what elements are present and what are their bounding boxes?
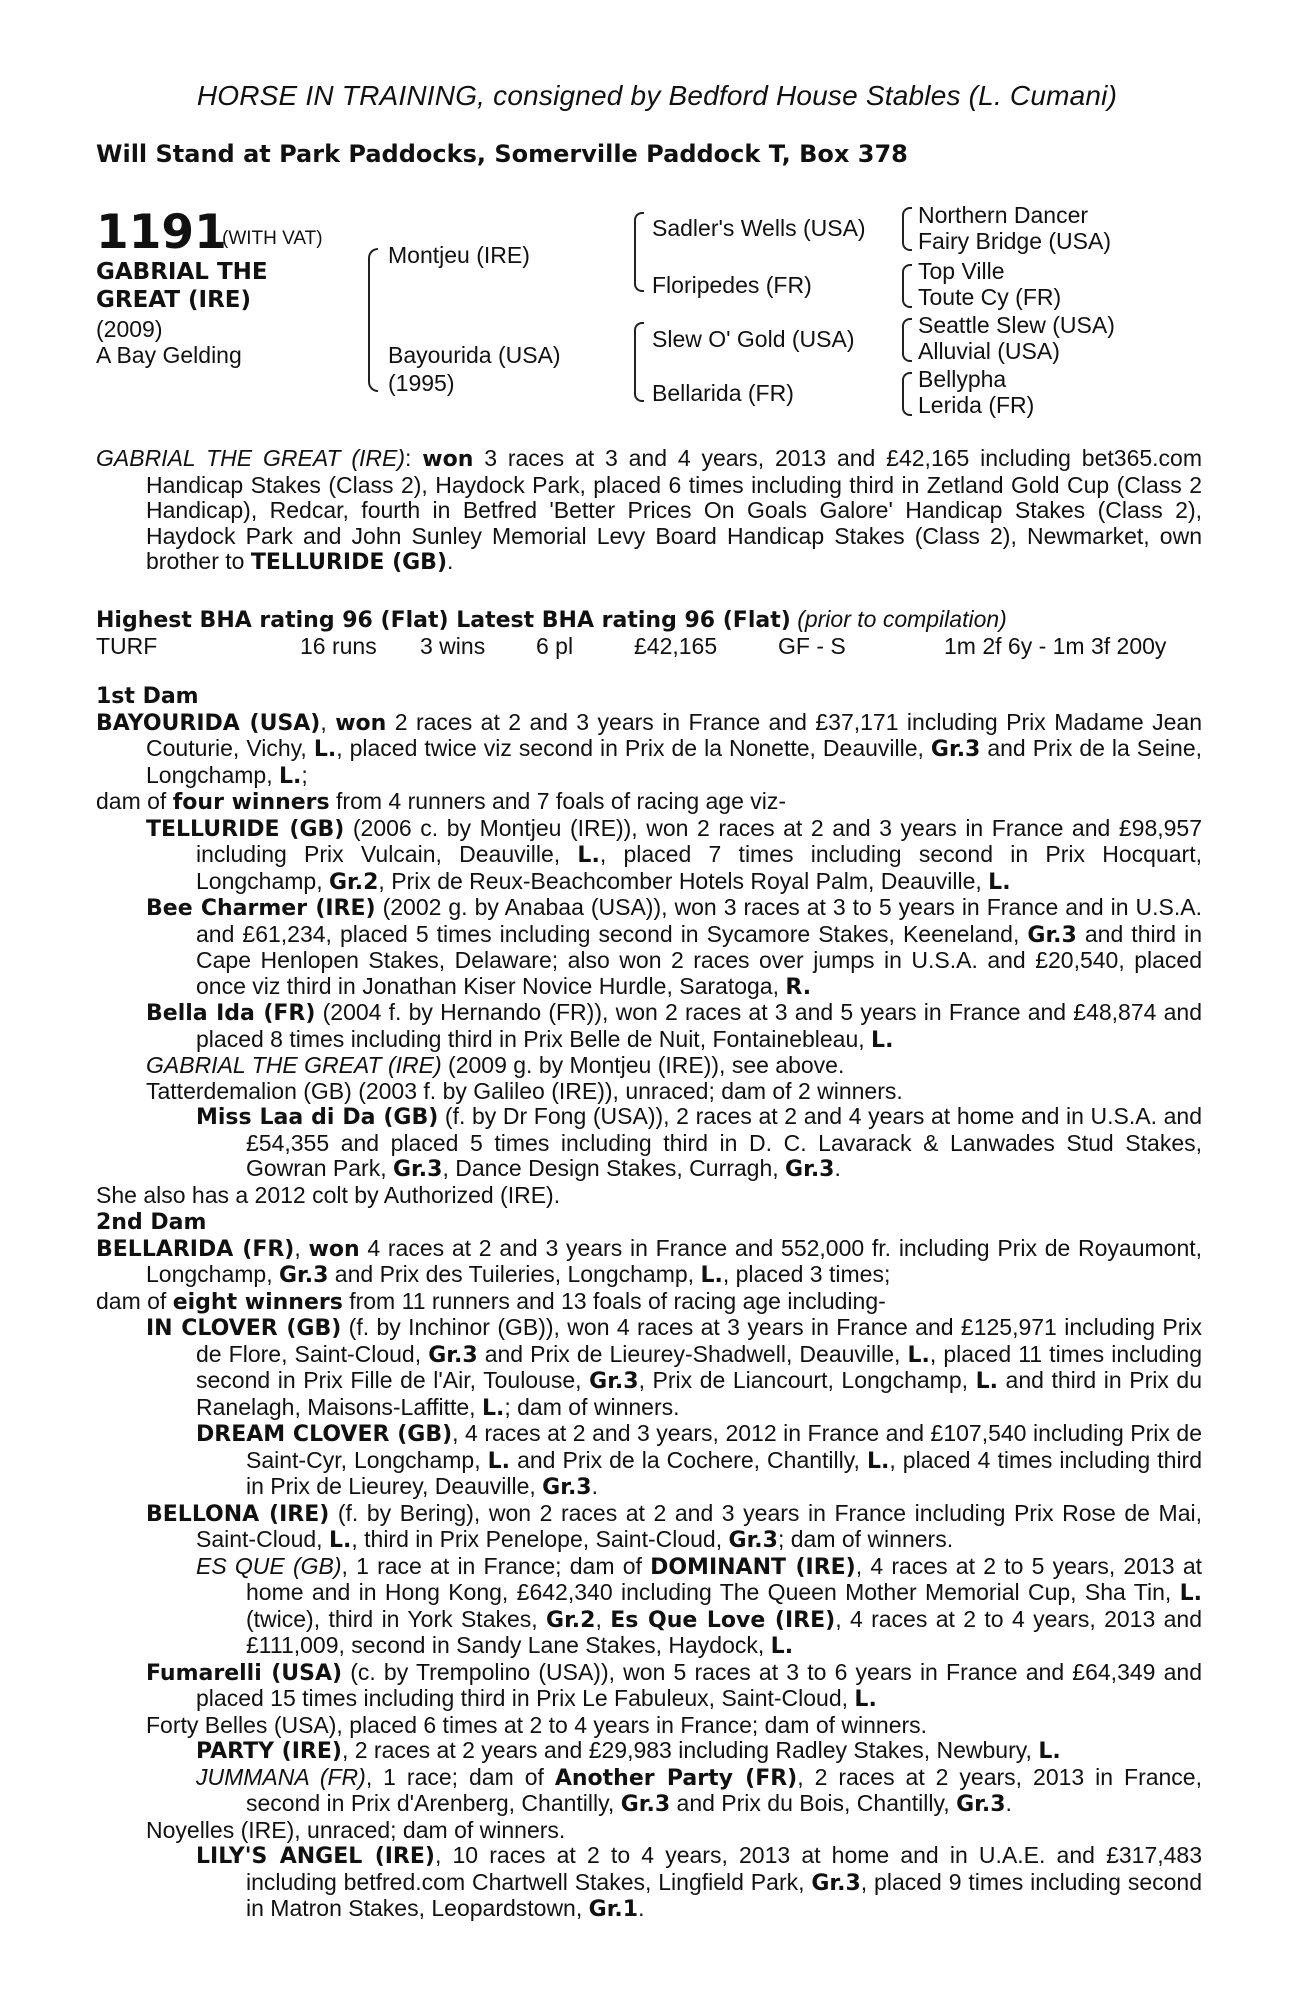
first-dam-text: ; [301, 761, 308, 788]
produce-name: PARTY (IRE) [196, 1739, 342, 1764]
produce-name: Another Party (FR) [554, 1765, 798, 1791]
produce-text: and Prix de la Cochere, Chantilly, [510, 1446, 867, 1473]
produce-intro-text: from 4 runners and 7 foals of racing age viz- [329, 788, 787, 814]
second-dam-record: BELLARIDA (FR), won 4 races at 2 and 3 years in France and 552,000 fr. including Prix de Royaumont, Longchamp, Gr.3 and Prix des Tuileries, Longchamp, L., placed 3 times; [96, 1234, 1203, 1288]
group-mark: Gr.3 [428, 1342, 478, 1368]
produce-noyelles: Noyelles (IRE), unraced; dam of winners. [146, 1816, 566, 1843]
produce-name: Es Que Love (IRE) [610, 1607, 836, 1633]
produce-text: (f. by Inchinor (GB)), won 4 races at 3 years in France and £125,971 including Prix de Flore, Saint-Cloud, [196, 1314, 1202, 1367]
group-mark: Gr.3 [785, 1157, 835, 1182]
produce-bella-ida [96, 1000, 1202, 1053]
horse-name-line2: GREAT (IRE) [96, 287, 252, 313]
winners-count: eight winners [172, 1289, 343, 1315]
produce-text: , placed 9 times including second in Matron Stakes, Leopardstown, [246, 1868, 1202, 1921]
listed-mark: L. [328, 1528, 352, 1553]
produce-tatterdemalion: Tatterdemalion (GB) (2003 f. by Galileo (IRE)), unraced; dam of 2 winners. [146, 1077, 903, 1104]
produce-bee-charmer [96, 895, 1202, 1000]
listed-mark: L. [1179, 1581, 1202, 1606]
listed-mark: L. [700, 1263, 723, 1288]
record-surface: TURF [96, 633, 158, 659]
second-dam-won: won [308, 1236, 360, 1262]
produce-gabrial [96, 1053, 1202, 1079]
listed-mark: L. [770, 1634, 794, 1659]
produce-name: Bee Charmer (IRE) [146, 896, 376, 921]
produce-name: LILY'S ANGEL (IRE) [196, 1844, 435, 1869]
summary-paragraph: GABRIAL THE GREAT (IRE): won 3 races at 3 and 4 years, 2013 and £42,165 including bet365.com Handicap Stakes (Class 2), Haydock Park, placed 6 times including third in Zetland Gold Cup (Class 2 Handicap), Redcar, fourth in Betfred 'Better Prices On Goals Galore' Handicap Stakes (Class 2), Haydock Park and John Sunley Memorial Levy Board Handicap Stakes (Class 2), Newmarket, own brother to TELLURIDE (GB). [96, 445, 1202, 575]
produce-dream-clover [96, 1421, 1202, 1501]
listed-mark: L. [907, 1342, 930, 1368]
produce-note: She also has a 2012 colt by Authorized (IRE). [96, 1181, 561, 1208]
group-mark: Gr.1 [588, 1897, 639, 1922]
record-prize: £42,165 [634, 633, 718, 659]
produce-forty-belles: Forty Belles (USA), placed 6 times at 2 to 4 years in France; dam of winners. [146, 1711, 928, 1738]
produce-name: Bella Ida (FR) [146, 1001, 316, 1026]
produce-text: , 4 races at 2 to 5 years, 2013 at home and in Hong Kong, £642,340 including The Queen Mother Memorial Cup, Sha Tin, [246, 1552, 1202, 1605]
produce-text: and Prix de Lieurey-Shadwell, Deauville, [477, 1340, 908, 1367]
pedigree-brace-2a [630, 212, 640, 292]
lot-vat: (WITH VAT) [222, 228, 323, 249]
produce-jummana [96, 1765, 1202, 1818]
pedigree-dam: Bayourida (USA) [388, 342, 561, 368]
produce-text: (2004 f. by Hernando (FR)), won 2 races at 3 and 5 years in France and £48,874 and placed 8 times including third in Prix Belle de Nuit, Fontainebleau, [196, 999, 1202, 1052]
first-dam-section [96, 684, 1202, 1208]
listed-mark: L. [866, 1448, 890, 1474]
produce-text: , 1 race; dam of [365, 1763, 555, 1790]
first-dam-name: BAYOURIDA (USA) [96, 710, 321, 736]
group-mark: Gr.3 [811, 1870, 861, 1896]
lot-number: 1191 [96, 205, 227, 260]
listed-mark: L. [278, 763, 302, 789]
produce-name: DREAM CLOVER (GB) [196, 1422, 453, 1447]
pedigree-sd: Floripedes (FR) [652, 272, 812, 298]
record-runs: 16 runs [300, 633, 377, 659]
group-mark: Gr.2 [546, 1607, 596, 1633]
pedigree-brace-2b [630, 322, 640, 402]
race-mark: R. [785, 974, 812, 1000]
punctuation: . [591, 1473, 598, 1499]
produce-text: , 10 races at 2 to 4 years, 2013 at home and in U.A.E. and £317,483 including betfred.com Chartwell Stakes, Lingfield Park, [246, 1842, 1202, 1895]
pedigree-ss: Sadler's Wells (USA) [652, 215, 866, 241]
produce-name: Miss Laa di Da (GB) [196, 1105, 439, 1130]
listed-mark: L. [975, 1369, 998, 1394]
pedigree-ds: Slew O' Gold (USA) [652, 326, 855, 352]
produce-es-que [96, 1554, 1202, 1660]
record-distance: 1m 2f 6y - 1m 3f 200y [944, 633, 1167, 659]
produce-text: ; dam of winners. [504, 1393, 680, 1420]
produce-text: (twice), third in York Stakes, [246, 1605, 547, 1632]
listed-mark: L. [487, 1448, 511, 1474]
first-dam-text: and Prix de la Seine, Longchamp, [146, 735, 1203, 788]
produce-name: Fumarelli (USA) [146, 1660, 343, 1686]
listed-mark: L. [854, 1687, 877, 1712]
produce-text: , 4 races at 2 and 3 years, 2012 in France and £107,540 including Prix de Saint-Cyr, Longchamp, [246, 1420, 1202, 1473]
group-mark: Gr.3 [542, 1475, 592, 1500]
produce-text: , placed 4 times including third in Prix de Lieurey, Deauville, [246, 1446, 1202, 1499]
second-dam-section [96, 1210, 1202, 1923]
pedigree-sss: Northern Dancer [918, 202, 1089, 228]
second-dam-name: BELLARIDA (FR) [96, 1236, 295, 1262]
pedigree-brace-3b [898, 264, 908, 308]
summary-horse-name: GABRIAL THE GREAT (IRE) [96, 445, 406, 471]
horse-year: (2009) [96, 316, 163, 342]
record-placed: 6 pl [536, 633, 574, 659]
produce-miss-laa-di-da [96, 1104, 1202, 1183]
listed-mark: L. [988, 869, 1011, 895]
second-dam-text: and Prix des Tuileries, Longchamp, [328, 1261, 701, 1287]
produce-text: (f. by Dr Fong (USA)), 2 races at 2 and 4 years at home and in U.S.A. and £54,355 and placed 5 times including third in D. C. Lavarack & Lanwades Stud Stakes, Gowran Park, [246, 1103, 1202, 1181]
produce-text: and third in Prix du Ranelagh, Maisons-Laffitte, [196, 1367, 1202, 1420]
rating-note: (prior to compilation) [797, 606, 1007, 632]
listed-mark: L. [1038, 1739, 1061, 1764]
produce-text: (f. by Bering), won 2 races at 2 and 3 years in France including Prix Rose de Mai, Saint-Cloud, [196, 1499, 1202, 1552]
produce-party [96, 1738, 1202, 1765]
produce-in-clover [96, 1315, 1202, 1421]
listed-mark: L. [577, 843, 600, 868]
produce-fumarelli [96, 1660, 1202, 1713]
produce-bellona [96, 1501, 1202, 1554]
punctuation: . [834, 1155, 841, 1181]
produce-text: ; dam of winners. [777, 1526, 954, 1552]
group-mark: Gr.3 [393, 1157, 443, 1182]
produce-text: (c. by Trempolino (USA)), won 5 races at 3 to 6 years in France and £64,349 and placed 15 times including third in Prix Le Fabuleux, Saint-Cloud, [196, 1658, 1202, 1711]
pedigree-ssd: Fairy Bridge (USA) [918, 228, 1111, 254]
produce-name: IN CLOVER (GB) [146, 1316, 342, 1341]
produce-text: , 2 races at 2 years and £29,983 including Radley Stakes, Newbury, [341, 1737, 1039, 1763]
first-dam-produce-intro [96, 789, 1202, 816]
pedigree-dam-year: (1995) [388, 370, 455, 396]
pedigree-sds: Top Ville [918, 258, 1005, 284]
winners-count: four winners [172, 790, 330, 815]
group-mark: Gr.3 [620, 1792, 671, 1817]
produce-text: , 2 races at 2 years, 2013 in France, second in Prix d'Arenberg, Chantilly, [246, 1763, 1202, 1816]
group-mark: Gr.2 [328, 869, 379, 895]
listed-mark: L. [481, 1395, 505, 1421]
second-dam-heading: 2nd Dam [96, 1210, 207, 1235]
produce-text: , third in Prix Penelope, Saint-Cloud, [351, 1526, 729, 1552]
pedigree-dds: Bellypha [918, 366, 1007, 392]
summary-end: . [447, 548, 454, 574]
record-going: GF - S [778, 633, 846, 659]
first-dam-heading: 1st Dam [96, 684, 199, 709]
punctuation: . [638, 1895, 645, 1921]
produce-intro-text: dam of [96, 1287, 173, 1314]
produce-text: and third in Cape Henlopen Stakes, Delaware; also won 2 races over jumps in U.S.A. and £20,540, placed once viz third in Jonathan Kiser Novice Hurdle, Saratoga, [196, 920, 1202, 999]
rating-line [96, 606, 1007, 633]
first-dam-record: BAYOURIDA (USA), won 2 races at 2 and 3 years in France and £37,171 including Prix Madame Jean Couturie, Vichy, L., placed twice viz second in Prix de la Nonette, Deauville, Gr.3 and Prix de la Seine, Longchamp, L.; [96, 708, 1203, 789]
pedigree-brace-3a [898, 207, 908, 251]
horse-name [96, 258, 316, 314]
pedigree-brace-1 [368, 248, 378, 392]
punctuation: , [595, 1605, 611, 1632]
first-dam-text: 2 races at 2 and 3 years in France and £37,171 including Prix Madame Jean Couturie, Vichy, [146, 708, 1202, 761]
produce-intro-text: from 11 runners and 13 foals of racing age including- [342, 1287, 886, 1314]
produce-text: , placed 11 times including second in Prix Fille de l'Air, Toulouse, [196, 1340, 1202, 1393]
group-mark: Gr.3 [589, 1369, 639, 1394]
produce-intro-text: dam of [96, 788, 173, 814]
stand-location: Will Stand at Park Paddocks, Somerville Paddock T, Box 378 [96, 140, 908, 168]
produce-telluride [96, 816, 1202, 896]
second-dam-produce-intro [96, 1289, 1202, 1316]
pedigree-sire: Montjeu (IRE) [388, 242, 530, 268]
first-dam-text: , placed twice viz second in Prix de la Nonette, Deauville, [336, 735, 931, 761]
produce-text: , Prix de Reux-Beachcomber Hotels Royal Palm, Deauville, [378, 867, 989, 894]
horse-name-line1: GABRIAL THE [96, 259, 268, 285]
pedigree-ddd: Lerida (FR) [918, 392, 1035, 418]
group-mark: Gr.3 [1027, 922, 1077, 948]
produce-name: ES QUE (GB) [196, 1552, 342, 1579]
produce-text: , Prix de Liancourt, Longchamp, [638, 1367, 976, 1393]
race-summary [96, 446, 1202, 576]
listed-mark: L. [871, 1027, 894, 1053]
produce-text: (2002 g. by Anabaa (USA)), won 3 races at 3 to 5 years in France and in U.S.A. and £61,234, placed 5 times including second in Sycamore Stakes, Keeneland, [196, 894, 1202, 947]
pedigree-dsd: Alluvial (USA) [918, 338, 1060, 364]
rating-text: Highest BHA rating 96 (Flat) Latest BHA rating 96 (Flat) [96, 608, 791, 633]
summary-text: 3 races at 3 and 4 years, 2013 and £42,165 including bet365.com Handicap Stakes (Class 2), Haydock Park, placed 6 times including third in Zetland Gold Cup (Class 2 Handicap), Redcar, fourth in Betfred 'Better Prices On Goals Galore' Handicap Stakes (Class 2), Haydock Park and John Sunley Memorial Levy Board Handicap Stakes (Class 2), Newmarket, own brother to [146, 445, 1202, 574]
produce-text: , placed 7 times including second in Prix Hocquart, Longchamp, [196, 841, 1202, 894]
pedigree-brace-3d [898, 372, 908, 416]
group-mark: Gr.3 [930, 737, 981, 762]
produce-name: GABRIAL THE GREAT (IRE) [146, 1052, 442, 1078]
group-mark: Gr.3 [728, 1528, 778, 1553]
pedigree-sdd: Toute Cy (FR) [918, 284, 1062, 310]
punctuation: . [1005, 1790, 1012, 1816]
produce-text: , 1 race at in France; dam of [341, 1552, 651, 1579]
produce-name: JUMMANA (FR) [196, 1763, 366, 1790]
produce-name: BELLONA (IRE) [146, 1501, 330, 1527]
produce-text: (2009 g. by Montjeu (IRE)), see above. [441, 1052, 845, 1078]
second-dam-text: , placed 3 times; [722, 1261, 891, 1287]
produce-text: , Dance Design Stakes, Curragh, [442, 1155, 786, 1181]
second-dam-text: 4 races at 2 and 3 years in France and 552,000 fr. including Prix de Royaumont, Longchamp, [146, 1234, 1203, 1287]
pedigree-dd: Bellarida (FR) [652, 380, 794, 406]
group-mark: Gr.3 [956, 1792, 1006, 1817]
summary-won: won [422, 447, 474, 472]
produce-text: , 4 races at 2 to 4 years, 2013 and £111,009, second in Sandy Lane Stakes, Haydock, [246, 1605, 1202, 1658]
summary-brother: TELLURIDE (GB) [250, 550, 448, 575]
page-header: HORSE IN TRAINING, consigned by Bedford House Stables (L. Cumani) [196, 80, 1118, 111]
produce-name: DOMINANT (IRE) [650, 1554, 856, 1580]
first-dam-won: won [335, 710, 387, 736]
produce-name: TELLURIDE (GB) [146, 816, 345, 842]
listed-mark: L. [313, 737, 337, 762]
group-mark: Gr.3 [278, 1263, 329, 1288]
horse-description: A Bay Gelding [96, 342, 242, 368]
produce-text: and Prix du Bois, Chantilly, [670, 1790, 957, 1816]
produce-lilys-angel [96, 1843, 1202, 1923]
record-wins: 3 wins [420, 633, 486, 659]
produce-text: (2006 c. by Montjeu (IRE)), won 2 races at 2 and 3 years in France and £98,957 including Prix Vulcain, Deauville, [196, 814, 1203, 867]
pedigree-dss: Seattle Slew (USA) [918, 312, 1115, 338]
pedigree-brace-3c [898, 318, 908, 362]
